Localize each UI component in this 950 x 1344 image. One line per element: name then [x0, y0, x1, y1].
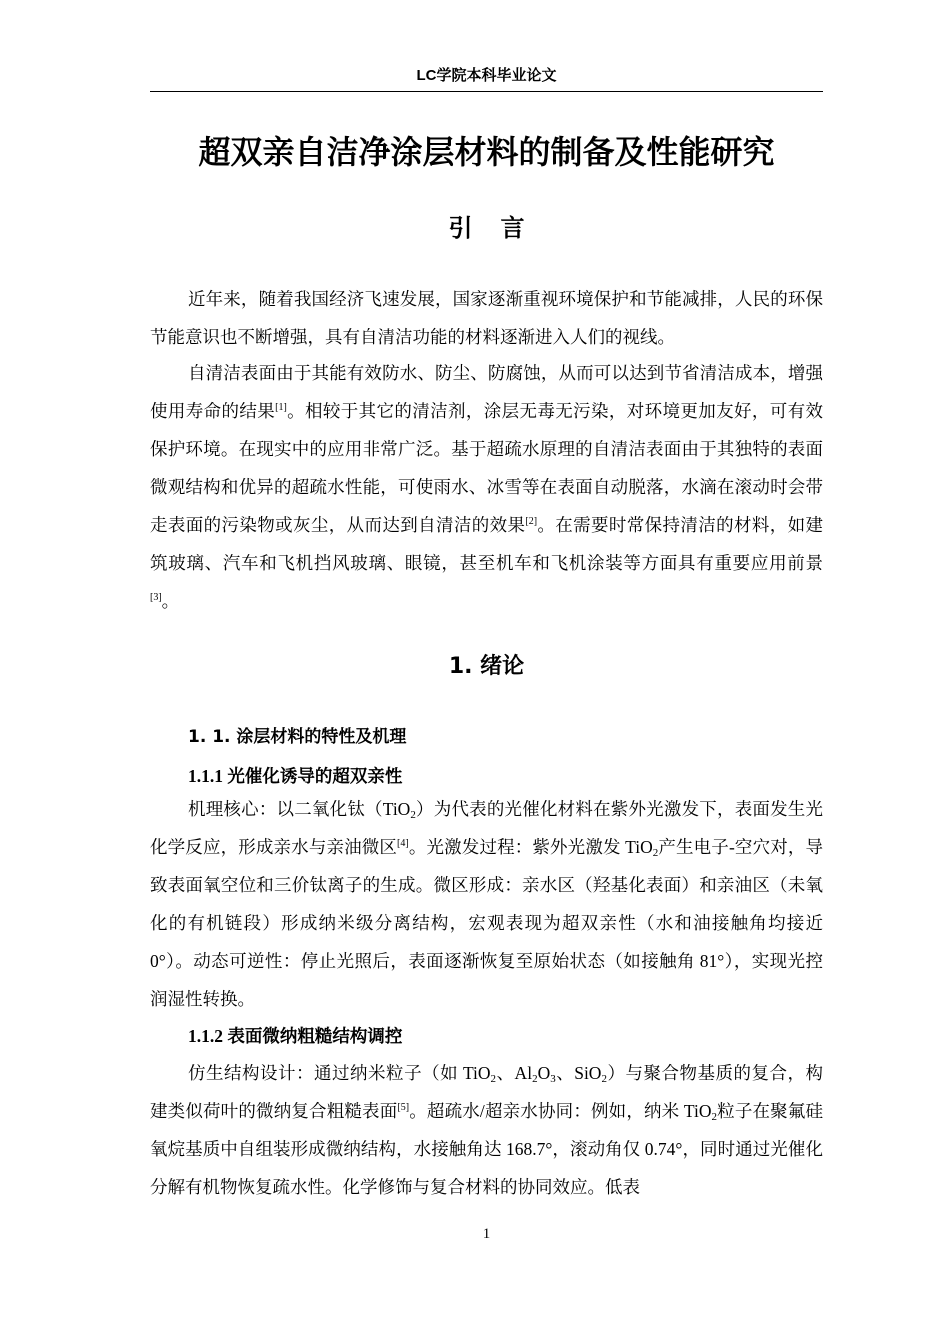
text-run: 。超疏水/超亲水协同：例如，纳米 TiO [409, 1101, 712, 1121]
subsubsection-heading-1-1-1: 1.1.1 光催化诱导的超双亲性 [188, 766, 403, 786]
text-run: 产生电子-空穴对，导致表面氧空位和三价钛离子的生成。微区形成：亲水区（羟基化表面）和亲油区（未氧化的有机链段）形成纳米级分离结构，宏观表现为超双亲性（水和油接触角均接近 0°）。动态可逆性：停止光照后，表面逐渐恢复至原始状态（如接触角 81°），实现光控润湿性转换。 [150, 837, 824, 1009]
text-run: 。光激发过程：紫外光激发 TiO [408, 837, 653, 857]
page-title: 超双亲自洁净涂层材料的制备及性能研究 [198, 133, 775, 171]
subscript: 2 [532, 1073, 538, 1085]
section-heading-1: 1. 绪论 [448, 654, 525, 679]
citation-ref: [5] [397, 1102, 410, 1113]
subscript: 3 [550, 1073, 556, 1085]
page-number: 1 [482, 1226, 491, 1242]
subscript: 2 [410, 809, 416, 821]
subscript: 2 [490, 1073, 497, 1085]
text-run: ）与聚合物基质的复合，构建类似荷叶的微纳复合粗糙表面 [150, 1063, 824, 1121]
text-run: 、Al [496, 1063, 533, 1083]
header-rule [150, 91, 823, 92]
intro-paragraph-2 [150, 354, 823, 620]
citation-ref: [3] [150, 592, 162, 603]
text-run: 、SiO [555, 1063, 602, 1083]
citation-ref: [1] [275, 402, 287, 413]
text-run: 仿生结构设计：通过纳米粒子（如 TiO [188, 1063, 491, 1083]
text-run: 。在需要时常保持清洁的材料，如建筑玻璃、汽车和飞机挡风玻璃、眼镜，甚至机车和飞机涂装等方面具有重要应用前景 [150, 515, 824, 573]
text-run: 粒子在聚氟硅氧烷基质中自组装形成微纳结构，水接触角达 168.7°，滚动角仅 0.74°，同时通过光催化分解有机物恢复疏水性。化学修饰与复合材料的协同效应。低表 [150, 1101, 824, 1197]
intro-paragraph-1: 近年来，随着我国经济飞速发展，国家逐渐重视环境保护和节能减排，人民的环保节能意识也不断增强，具有自清洁功能的材料逐渐进入人们的视线。 [150, 289, 823, 347]
subscript: 2 [652, 847, 659, 859]
subsubsection-heading-1-1-2: 1.1.2 表面微纳粗糙结构调控 [188, 1026, 403, 1046]
citation-ref: [2] [525, 516, 538, 527]
subscript: 2 [601, 1073, 607, 1085]
text-run: O [537, 1063, 551, 1083]
text-run: 。相较于其它的清洁剂，涂层无毒无污染，对环境更加友好，可有效保护环境。在现实中的应用非常广泛。基于超疏水原理的自清洁表面由于其独特的表面微观结构和优异的超疏水性能，可使雨水、冰雪等在表面自动脱落，水滴在滚动时会带走表面的污染物或灰尘，从而达到自清洁的效果 [150, 401, 824, 535]
section-paragraph-1-1-2 [150, 1054, 823, 1206]
text-run: 自清洁表面由于其能有效防水、防尘、防腐蚀，从而可以达到节省清洁成本，增强使用寿命的结果 [150, 363, 823, 421]
subsection-heading-1-1: 1. 1. 涂层材料的特性及机理 [188, 727, 407, 747]
intro-heading: 引言 [448, 214, 553, 242]
text-run: ）为代表的光催化材料在紫外光激发下，表面发生光化学反应，形成亲水与亲油微区 [150, 799, 824, 857]
text-run: 。 [161, 591, 180, 611]
text-run: 机理核心：以二氧化钛（TiO [188, 799, 411, 819]
citation-ref: [4] [397, 838, 409, 849]
subscript: 2 [711, 1111, 717, 1123]
running-header: LC学院本科毕业论文 [416, 67, 557, 84]
section-paragraph-1-1-1 [150, 790, 823, 1018]
